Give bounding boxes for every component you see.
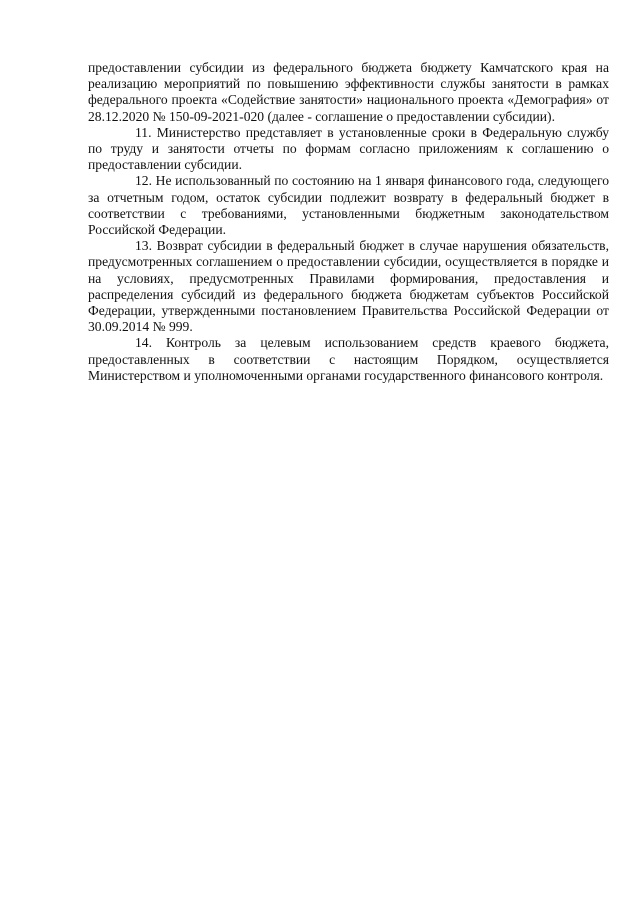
paragraph-12: 12. Не использованный по состоянию на 1 января финансового года, следующего за отчетным годом, остаток субсидии подлежит возврату в федеральный бюджет в соответствии с требованиями, установленными бюджетным законодательством Российской Федерации. — [88, 173, 609, 238]
document-body — [88, 60, 609, 384]
paragraph-11: 11. Министерство представляет в установленные сроки в Федеральную службу по труду и занятости отчеты по формам согласно приложениям к соглашению о предоставлении субсидии. — [88, 124, 609, 173]
paragraph-continuation: предоставлении субсидии из федерального бюджета бюджету Камчатского края на реализацию мероприятий по повышению эффективности службы занятости в рамках федерального проекта «Содействие занятости» национального проекта «Демография» от 28.12.2020 № 150-09-2021-020 (далее - соглашение о предоставлении субсидии). — [88, 60, 609, 124]
paragraph-14: 14. Контроль за целевым использованием средств краевого бюджета, предоставленных в соответствии с настоящим Порядком, осуществляется Министерством и уполномоченными органами государственного финансового контроля. — [88, 335, 609, 383]
paragraph-13: 13. Возврат субсидии в федеральный бюджет в случае нарушения обязательств, предусмотренных соглашением о предоставлении субсидии, осуществляется в порядке и на условиях, предусмотренных Правилами формирования, предоставления и распределения субсидий из федерального бюджета бюджетам субъектов Российской Федерации, утвержденными постановлением Правительства Российской Федерации от 30.09.2014 № 999. — [88, 238, 609, 335]
